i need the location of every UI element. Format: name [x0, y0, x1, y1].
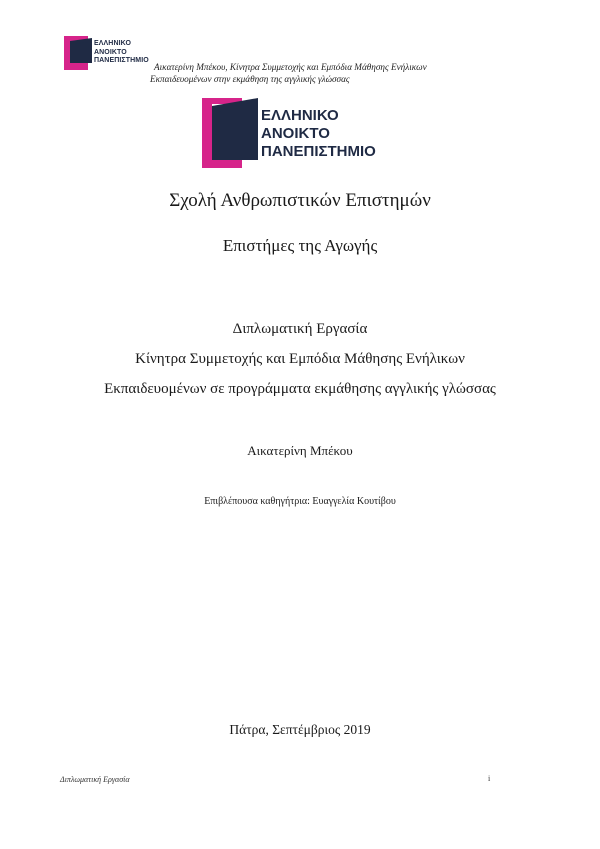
footer-label: Διπλωματική Εργασία	[60, 775, 130, 784]
page-number: i	[488, 774, 491, 783]
university-logo-text	[261, 107, 376, 161]
thesis-title-line2: Εκπαιδευομένων σε προγράμματα εκμάθησης αγγλικής γλώσσας	[104, 381, 496, 397]
author-name: Αικατερίνη Μπέκου	[247, 443, 353, 458]
school-name: Σχολή Ανθρωπιστικών Επιστημών	[169, 190, 431, 211]
header-logo-line: ΠΑΝΕΠΙΣΤΗΜΙΟ	[94, 57, 149, 65]
header-logo-line: ΕΛΛΗΝΙΚΟ	[94, 40, 132, 47]
header-logo-line: ΑΝΟΙΚΤΟ	[94, 48, 127, 56]
running-header-line1: Αικατερίνη Μπέκου, Κίνητρα Συμμετοχής και Εμπόδια Μάθησης Ενήλικων	[154, 62, 427, 72]
header-university-logo	[64, 36, 156, 70]
thesis-title-line1: Κίνητρα Συμμετοχής και Εμπόδια Μάθησης Ενήλικων	[135, 351, 465, 367]
supervisor: Επιβλέπουσα καθηγήτρια: Ευαγγελία Κουτίβου	[204, 496, 396, 507]
running-header-line2: Εκπαιδευομένων στην εκμάθηση της αγγλικής γλώσσας	[150, 74, 350, 84]
logo-line: ΠΑΝΕΠΙΣΤΗΜΙΟ	[261, 143, 376, 160]
place-date: Πάτρα, Σεπτέμβριος 2019	[229, 722, 371, 737]
department-name: Επιστήμες της Αγωγής	[222, 236, 378, 255]
university-logo-mark-icon	[200, 96, 262, 170]
header-logo-mark-icon	[64, 36, 96, 70]
running-header	[150, 61, 570, 85]
logo-line: ΕΛΛΗΝΙΚΟ	[261, 107, 339, 124]
university-logo	[200, 96, 400, 170]
logo-line: ΑΝΟΙΚΤΟ	[261, 125, 330, 142]
thesis-type: Διπλωματική Εργασία	[232, 321, 368, 337]
